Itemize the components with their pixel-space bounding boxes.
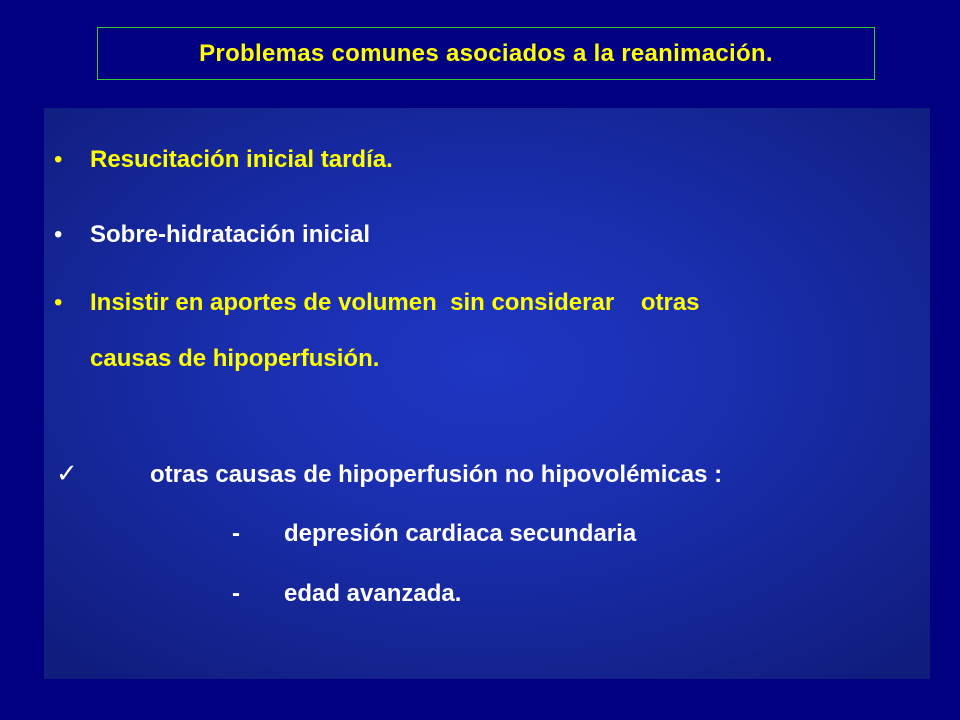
subitem-marker: -	[232, 580, 240, 607]
bullet-item-resucitacion: Resucitación inicial tardía.	[90, 146, 393, 173]
bullet-marker-icon: •	[54, 146, 63, 173]
bullet-marker-icon: •	[54, 221, 63, 248]
subitem-depresion-cardiaca: depresión cardiaca secundaria	[284, 520, 637, 547]
bullet-item-sobrehidratacion: Sobre-hidratación inicial	[90, 221, 371, 248]
bullet-item-insistir-line2: causas de hipoperfusión.	[90, 345, 380, 372]
subitem-edad-avanzada: edad avanzada.	[284, 580, 462, 607]
bullet-marker-icon: •	[54, 289, 63, 316]
subitem-marker: -	[232, 520, 240, 547]
check-item-text: otras causas de hipoperfusión no hipovolémicas :	[150, 461, 723, 488]
content-panel	[44, 108, 930, 679]
check-icon: ✓	[56, 458, 78, 488]
slide-title: Problemas comunes asociados a la reanimación.	[199, 39, 773, 67]
bullet-item-insistir-line1: Insistir en aportes de volumen sin considerar otras	[90, 289, 700, 316]
title-box	[97, 27, 875, 80]
